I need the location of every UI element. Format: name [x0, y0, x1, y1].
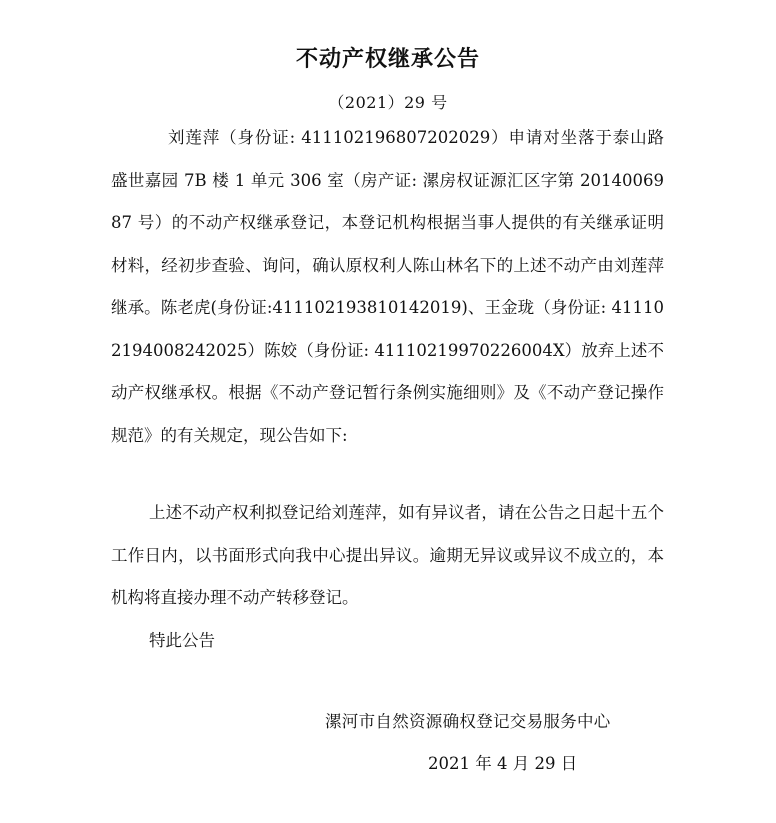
document-title: 不动产权继承公告 [295, 46, 480, 72]
body-paragraph-inheritance: 刘莲萍（身份证: 411102196807202029）申请对坐落于泰山路盛世嘉园 7B 楼 1 单元 306 室（房产证: 漯房权证源汇区字第 2014006987 号）的不动产权继承登记，本登记机构根据当事人提供的有关继承证明材料，经初步查验、询问，确认原权利人陈山林名下的上述不动产由刘莲萍继承。陈老虎(身份证:411102193810142019)、王金珑（身份证: 411102194008242025）陈姣（身份证: 41110219970226004X）放弃上述不动产权继承权。根据《不动产登记暂行条例实施细则》及《不动产登记操作规范》的有关规定，现公告如下: [111, 128, 664, 445]
issuing-authority: 漯河市自然资源确权登记交易服务中心 [325, 712, 611, 731]
issue-date: 2021 年 4 月 29 日 [428, 754, 578, 773]
document-number: （2021）29 号 [328, 93, 448, 112]
body-paragraph-objection: 上述不动产权利拟登记给刘莲萍，如有异议者，请在公告之日起十五个工作日内，以书面形式向我中心提出异议。逾期无异议或异议不成立的，本机构将直接办理不动产转移登记。 [111, 503, 664, 607]
closing-text: 特此公告 [149, 631, 215, 650]
